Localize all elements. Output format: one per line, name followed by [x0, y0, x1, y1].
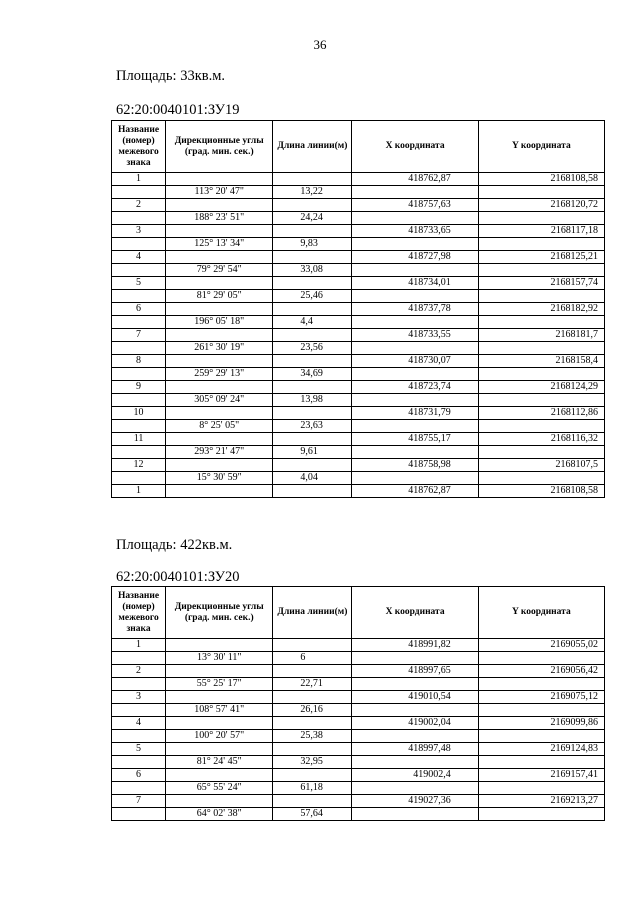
direction-angle-cell: 259° 29' 13" [166, 368, 273, 381]
point-name-cell: 3 [112, 691, 166, 704]
x-coordinate-cell [352, 342, 478, 355]
line-length-cell [273, 639, 352, 652]
x-coordinate-cell [352, 652, 478, 665]
x-coordinate-cell [352, 472, 478, 485]
line-length-cell [273, 173, 352, 186]
point-name-cell [112, 342, 166, 355]
line-length-cell: 22,71 [273, 678, 352, 691]
point-name-cell: 9 [112, 381, 166, 394]
table-row [112, 407, 605, 420]
y-coordinate-cell: 2168124,29 [478, 381, 604, 394]
point-name-cell [112, 420, 166, 433]
line-length-cell: 23,63 [273, 420, 352, 433]
table-row [112, 290, 605, 303]
table-row [112, 691, 605, 704]
line-length-cell: 25,38 [273, 730, 352, 743]
direction-angle-cell: 293° 21' 47" [166, 446, 273, 459]
direction-angle-cell [166, 485, 273, 498]
line-length-cell: 25,46 [273, 290, 352, 303]
direction-angle-cell [166, 225, 273, 238]
x-coordinate-cell [352, 678, 478, 691]
line-length-cell: 24,24 [273, 212, 352, 225]
line-length-cell: 32,95 [273, 756, 352, 769]
direction-angle-cell [166, 277, 273, 290]
table-row [112, 446, 605, 459]
line-length-cell [273, 691, 352, 704]
point-name-cell [112, 652, 166, 665]
point-name-cell: 7 [112, 795, 166, 808]
line-length-cell: 34,69 [273, 368, 352, 381]
point-name-cell: 12 [112, 459, 166, 472]
coordinates-table-zu20 [111, 586, 605, 821]
table-row [112, 225, 605, 238]
y-coordinate-cell [478, 704, 604, 717]
point-name-cell: 2 [112, 199, 166, 212]
table-row [112, 459, 605, 472]
point-name-cell [112, 394, 166, 407]
y-coordinate-cell: 2169099,86 [478, 717, 604, 730]
direction-angle-cell: 81° 29' 05" [166, 290, 273, 303]
table-row [112, 303, 605, 316]
line-length-cell: 4,04 [273, 472, 352, 485]
area-label-zu19: Площадь: 33кв.м. [116, 68, 226, 84]
table-row [112, 485, 605, 498]
line-length-cell [273, 381, 352, 394]
header-y-coordinate: Y координата [478, 587, 604, 639]
direction-angle-cell: 64° 02' 38" [166, 808, 273, 821]
table-row [112, 665, 605, 678]
y-coordinate-cell [478, 756, 604, 769]
header-y-coordinate: Y координата [478, 121, 604, 173]
direction-angle-cell: 13° 30' 11" [166, 652, 273, 665]
y-coordinate-cell [478, 730, 604, 743]
y-coordinate-cell [478, 186, 604, 199]
line-length-cell [273, 329, 352, 342]
y-coordinate-cell: 2169213,27 [478, 795, 604, 808]
x-coordinate-cell: 418757,63 [352, 199, 478, 212]
line-length-cell: 9,61 [273, 446, 352, 459]
line-length-cell [273, 277, 352, 290]
x-coordinate-cell: 418755,17 [352, 433, 478, 446]
direction-angle-cell [166, 665, 273, 678]
point-name-cell: 6 [112, 303, 166, 316]
direction-angle-cell [166, 303, 273, 316]
direction-angle-cell [166, 743, 273, 756]
table-row [112, 199, 605, 212]
table-row [112, 420, 605, 433]
line-length-cell: 33,08 [273, 264, 352, 277]
table-row [112, 212, 605, 225]
table-row [112, 394, 605, 407]
x-coordinate-cell: 419010,54 [352, 691, 478, 704]
line-length-cell: 57,64 [273, 808, 352, 821]
line-length-cell [273, 303, 352, 316]
point-name-cell [112, 316, 166, 329]
line-length-cell [273, 665, 352, 678]
y-coordinate-cell: 2168112,86 [478, 407, 604, 420]
table-row [112, 186, 605, 199]
line-length-cell: 6 [273, 652, 352, 665]
y-coordinate-cell [478, 472, 604, 485]
table-row [112, 329, 605, 342]
x-coordinate-cell: 418762,87 [352, 485, 478, 498]
point-name-cell: 4 [112, 717, 166, 730]
y-coordinate-cell: 2168181,7 [478, 329, 604, 342]
direction-angle-cell: 81° 24' 45" [166, 756, 273, 769]
direction-angle-cell: 113° 20' 47" [166, 186, 273, 199]
x-coordinate-cell: 418733,55 [352, 329, 478, 342]
x-coordinate-cell [352, 264, 478, 277]
header-x-coordinate: X координата [352, 121, 478, 173]
table-row [112, 264, 605, 277]
x-coordinate-cell [352, 238, 478, 251]
y-coordinate-cell: 2168108,58 [478, 485, 604, 498]
x-coordinate-cell [352, 420, 478, 433]
point-name-cell [112, 446, 166, 459]
y-coordinate-cell: 2169055,02 [478, 639, 604, 652]
table-row [112, 472, 605, 485]
table-row [112, 782, 605, 795]
x-coordinate-cell: 419027,36 [352, 795, 478, 808]
direction-angle-cell [166, 691, 273, 704]
point-name-cell [112, 264, 166, 277]
x-coordinate-cell: 418997,65 [352, 665, 478, 678]
table-row [112, 652, 605, 665]
line-length-cell: 26,16 [273, 704, 352, 717]
y-coordinate-cell: 2168125,21 [478, 251, 604, 264]
y-coordinate-cell [478, 212, 604, 225]
direction-angle-cell: 65° 55' 24" [166, 782, 273, 795]
table-row [112, 251, 605, 264]
x-coordinate-cell [352, 704, 478, 717]
point-name-cell: 11 [112, 433, 166, 446]
page-number: 36 [313, 37, 327, 52]
direction-angle-cell: 108° 57' 41" [166, 704, 273, 717]
point-name-cell [112, 808, 166, 821]
point-name-cell [112, 472, 166, 485]
table-row [112, 769, 605, 782]
point-name-cell: 1 [112, 639, 166, 652]
x-coordinate-cell: 418991,82 [352, 639, 478, 652]
table-row [112, 717, 605, 730]
point-name-cell [112, 238, 166, 251]
direction-angle-cell [166, 329, 273, 342]
x-coordinate-cell [352, 782, 478, 795]
header-line-length: Длина линии(м) [273, 121, 352, 173]
x-coordinate-cell: 419002,04 [352, 717, 478, 730]
x-coordinate-cell [352, 186, 478, 199]
direction-angle-cell [166, 639, 273, 652]
x-coordinate-cell: 418997,48 [352, 743, 478, 756]
header-line-length: Длина линии(м) [273, 587, 352, 639]
line-length-cell [273, 795, 352, 808]
x-coordinate-cell: 418730,07 [352, 355, 478, 368]
y-coordinate-cell [478, 678, 604, 691]
direction-angle-cell [166, 717, 273, 730]
table-row [112, 730, 605, 743]
table-row [112, 355, 605, 368]
line-length-cell: 13,98 [273, 394, 352, 407]
y-coordinate-cell [478, 782, 604, 795]
table-row [112, 639, 605, 652]
line-length-cell: 4,4 [273, 316, 352, 329]
x-coordinate-cell: 418762,87 [352, 173, 478, 186]
point-name-cell [112, 212, 166, 225]
point-name-cell: 5 [112, 277, 166, 290]
table-row [112, 795, 605, 808]
table-row [112, 756, 605, 769]
line-length-cell: 61,18 [273, 782, 352, 795]
cadastral-number-zu19: 62:20:0040101:ЗУ19 [116, 102, 240, 118]
direction-angle-cell [166, 381, 273, 394]
x-coordinate-cell: 418758,98 [352, 459, 478, 472]
point-name-cell [112, 782, 166, 795]
y-coordinate-cell: 2168157,74 [478, 277, 604, 290]
x-coordinate-cell [352, 446, 478, 459]
header-point-name: Название (номер) межевого знака [112, 121, 166, 173]
direction-angle-cell: 79° 29' 54" [166, 264, 273, 277]
point-name-cell: 5 [112, 743, 166, 756]
line-length-cell [273, 743, 352, 756]
x-coordinate-cell [352, 808, 478, 821]
y-coordinate-cell [478, 290, 604, 303]
direction-angle-cell: 100° 20' 57" [166, 730, 273, 743]
direction-angle-cell [166, 459, 273, 472]
line-length-cell [273, 199, 352, 212]
line-length-cell [273, 355, 352, 368]
table-row [112, 808, 605, 821]
point-name-cell [112, 756, 166, 769]
y-coordinate-cell [478, 808, 604, 821]
x-coordinate-cell [352, 212, 478, 225]
x-coordinate-cell: 418737,78 [352, 303, 478, 316]
y-coordinate-cell: 2168117,18 [478, 225, 604, 238]
line-length-cell [273, 485, 352, 498]
coordinates-table-zu19 [111, 120, 605, 498]
x-coordinate-cell: 418731,79 [352, 407, 478, 420]
area-label-zu20: Площадь: 422кв.м. [116, 537, 233, 553]
direction-angle-cell: 8° 25' 05" [166, 420, 273, 433]
direction-angle-cell [166, 407, 273, 420]
direction-angle-cell [166, 173, 273, 186]
table-row [112, 381, 605, 394]
direction-angle-cell: 125° 13' 34" [166, 238, 273, 251]
table-row [112, 277, 605, 290]
y-coordinate-cell: 2169056,42 [478, 665, 604, 678]
table-row [112, 433, 605, 446]
line-length-cell [273, 769, 352, 782]
direction-angle-cell [166, 769, 273, 782]
direction-angle-cell: 196° 05' 18" [166, 316, 273, 329]
table-row [112, 743, 605, 756]
direction-angle-cell [166, 251, 273, 264]
y-coordinate-cell: 2168116,32 [478, 433, 604, 446]
point-name-cell [112, 290, 166, 303]
header-direction-angles: Дирекционные углы (град. мин. сек.) [166, 121, 273, 173]
y-coordinate-cell [478, 420, 604, 433]
line-length-cell: 13,22 [273, 186, 352, 199]
x-coordinate-cell: 418723,74 [352, 381, 478, 394]
y-coordinate-cell: 2169075,12 [478, 691, 604, 704]
point-name-cell: 2 [112, 665, 166, 678]
y-coordinate-cell: 2168158,4 [478, 355, 604, 368]
point-name-cell [112, 730, 166, 743]
point-name-cell: 6 [112, 769, 166, 782]
point-name-cell: 7 [112, 329, 166, 342]
table-row [112, 173, 605, 186]
direction-angle-cell [166, 355, 273, 368]
point-name-cell: 10 [112, 407, 166, 420]
table-body-zu20 [112, 639, 605, 821]
header-point-name: Название (номер) межевого знака [112, 587, 166, 639]
x-coordinate-cell [352, 730, 478, 743]
table-row [112, 238, 605, 251]
y-coordinate-cell: 2169124,83 [478, 743, 604, 756]
table-row [112, 678, 605, 691]
direction-angle-cell [166, 795, 273, 808]
y-coordinate-cell [478, 264, 604, 277]
x-coordinate-cell [352, 756, 478, 769]
x-coordinate-cell [352, 316, 478, 329]
point-name-cell [112, 368, 166, 381]
line-length-cell [273, 717, 352, 730]
x-coordinate-cell: 419002,4 [352, 769, 478, 782]
point-name-cell: 1 [112, 485, 166, 498]
direction-angle-cell: 188° 23' 51" [166, 212, 273, 225]
line-length-cell [273, 459, 352, 472]
line-length-cell [273, 251, 352, 264]
direction-angle-cell: 261° 30' 19" [166, 342, 273, 355]
point-name-cell: 1 [112, 173, 166, 186]
y-coordinate-cell [478, 368, 604, 381]
line-length-cell [273, 225, 352, 238]
point-name-cell [112, 678, 166, 691]
x-coordinate-cell [352, 394, 478, 407]
y-coordinate-cell: 2168108,58 [478, 173, 604, 186]
point-name-cell [112, 704, 166, 717]
point-name-cell [112, 186, 166, 199]
y-coordinate-cell [478, 394, 604, 407]
x-coordinate-cell [352, 368, 478, 381]
y-coordinate-cell [478, 652, 604, 665]
line-length-cell [273, 433, 352, 446]
direction-angle-cell: 15° 30' 59" [166, 472, 273, 485]
header-direction-angles: Дирекционные углы (град. мин. сек.) [166, 587, 273, 639]
direction-angle-cell [166, 433, 273, 446]
direction-angle-cell [166, 199, 273, 212]
table-row [112, 342, 605, 355]
line-length-cell: 23,56 [273, 342, 352, 355]
table-row [112, 316, 605, 329]
y-coordinate-cell [478, 342, 604, 355]
x-coordinate-cell [352, 290, 478, 303]
x-coordinate-cell: 418733,65 [352, 225, 478, 238]
y-coordinate-cell [478, 316, 604, 329]
table-body-zu19 [112, 173, 605, 498]
table-row [112, 368, 605, 381]
point-name-cell: 4 [112, 251, 166, 264]
table-row [112, 704, 605, 717]
line-length-cell [273, 407, 352, 420]
y-coordinate-cell: 2168182,92 [478, 303, 604, 316]
y-coordinate-cell: 2169157,41 [478, 769, 604, 782]
y-coordinate-cell [478, 446, 604, 459]
y-coordinate-cell [478, 238, 604, 251]
point-name-cell: 3 [112, 225, 166, 238]
cadastral-number-zu20: 62:20:0040101:ЗУ20 [116, 569, 240, 585]
header-x-coordinate: X координата [352, 587, 478, 639]
line-length-cell: 9,83 [273, 238, 352, 251]
point-name-cell: 8 [112, 355, 166, 368]
y-coordinate-cell: 2168120,72 [478, 199, 604, 212]
x-coordinate-cell: 418734,01 [352, 277, 478, 290]
y-coordinate-cell: 2168107,5 [478, 459, 604, 472]
x-coordinate-cell: 418727,98 [352, 251, 478, 264]
direction-angle-cell: 305° 09' 24" [166, 394, 273, 407]
direction-angle-cell: 55° 25' 17" [166, 678, 273, 691]
